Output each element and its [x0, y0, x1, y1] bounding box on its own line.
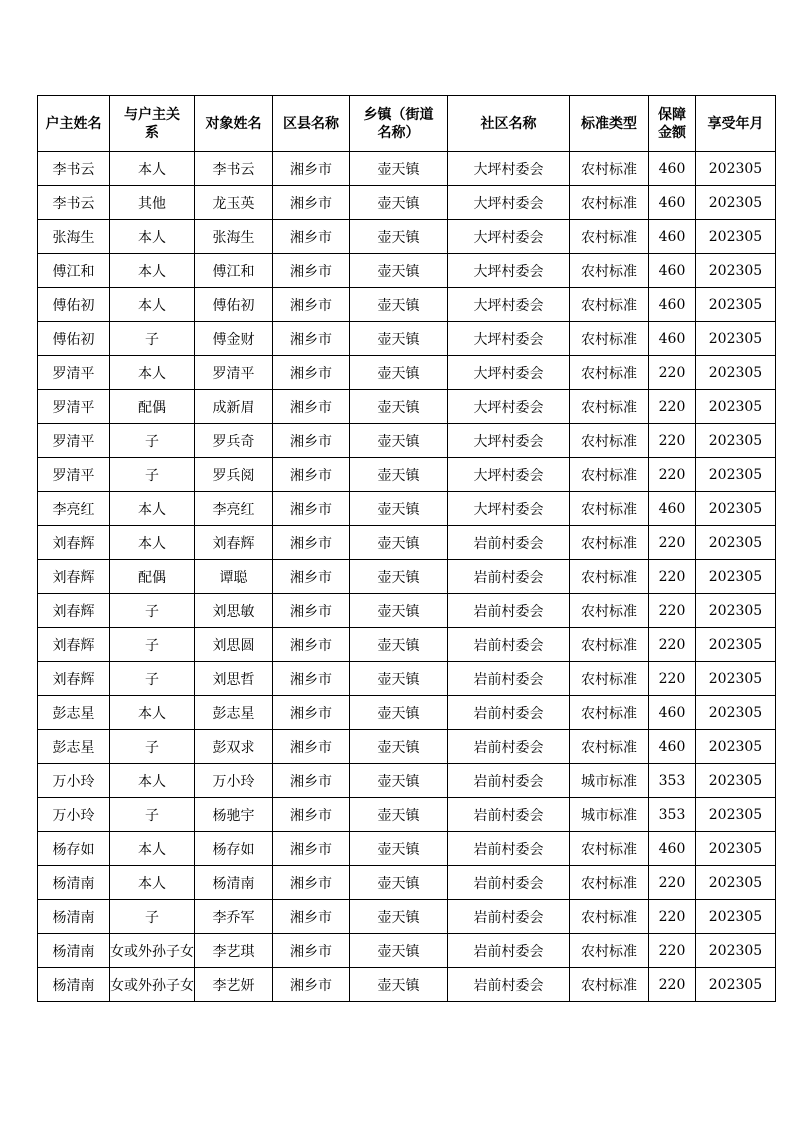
table-row	[38, 934, 776, 968]
standard-type-cell: 农村标准	[570, 492, 649, 526]
householder-name-cell: 李书云	[38, 186, 110, 220]
month-cell: 202305	[696, 866, 776, 900]
table-row	[38, 798, 776, 832]
header-community: 社区名称	[448, 96, 570, 152]
month-cell: 202305	[696, 798, 776, 832]
table-row	[38, 526, 776, 560]
table-row	[38, 288, 776, 322]
township-cell: 壶天镇	[350, 832, 448, 866]
standard-type-cell: 农村标准	[570, 526, 649, 560]
standard-type-cell: 农村标准	[570, 186, 649, 220]
standard-type-cell: 农村标准	[570, 254, 649, 288]
month-cell: 202305	[696, 458, 776, 492]
table-row	[38, 492, 776, 526]
relationship-cell: 本人	[110, 220, 195, 254]
recipient-name-cell: 罗兵奇	[195, 424, 273, 458]
standard-type-cell: 农村标准	[570, 390, 649, 424]
table-row	[38, 458, 776, 492]
table-row	[38, 594, 776, 628]
relationship-cell: 女或外孙子女	[110, 968, 195, 1002]
amount-cell: 460	[649, 220, 696, 254]
county-cell: 湘乡市	[273, 798, 350, 832]
amount-cell: 460	[649, 254, 696, 288]
amount-cell: 353	[649, 764, 696, 798]
amount-cell: 460	[649, 492, 696, 526]
amount-cell: 220	[649, 900, 696, 934]
householder-name-cell: 杨清南	[38, 866, 110, 900]
month-cell: 202305	[696, 322, 776, 356]
recipient-name-cell: 刘思敏	[195, 594, 273, 628]
county-cell: 湘乡市	[273, 526, 350, 560]
county-cell: 湘乡市	[273, 628, 350, 662]
householder-name-cell: 刘春辉	[38, 560, 110, 594]
header-month: 享受年月	[696, 96, 776, 152]
amount-cell: 220	[649, 628, 696, 662]
township-cell: 壶天镇	[350, 390, 448, 424]
table-row	[38, 662, 776, 696]
householder-name-cell: 李书云	[38, 152, 110, 186]
standard-type-cell: 农村标准	[570, 458, 649, 492]
township-cell: 壶天镇	[350, 424, 448, 458]
table-row	[38, 220, 776, 254]
community-cell: 大坪村委会	[448, 254, 570, 288]
table-row	[38, 696, 776, 730]
township-cell: 壶天镇	[350, 968, 448, 1002]
standard-type-cell: 农村标准	[570, 356, 649, 390]
township-cell: 壶天镇	[350, 492, 448, 526]
amount-cell: 460	[649, 322, 696, 356]
standard-type-cell: 城市标准	[570, 764, 649, 798]
relationship-cell: 子	[110, 900, 195, 934]
relationship-cell: 本人	[110, 696, 195, 730]
relationship-cell: 本人	[110, 254, 195, 288]
community-cell: 岩前村委会	[448, 832, 570, 866]
table-row	[38, 152, 776, 186]
month-cell: 202305	[696, 254, 776, 288]
county-cell: 湘乡市	[273, 390, 350, 424]
county-cell: 湘乡市	[273, 560, 350, 594]
table-row	[38, 390, 776, 424]
standard-type-cell: 农村标准	[570, 968, 649, 1002]
relationship-cell: 本人	[110, 764, 195, 798]
standard-type-cell: 农村标准	[570, 730, 649, 764]
amount-cell: 353	[649, 798, 696, 832]
amount-cell: 460	[649, 152, 696, 186]
amount-cell: 460	[649, 186, 696, 220]
amount-cell: 220	[649, 662, 696, 696]
township-cell: 壶天镇	[350, 934, 448, 968]
standard-type-cell: 农村标准	[570, 220, 649, 254]
relationship-cell: 本人	[110, 356, 195, 390]
recipient-name-cell: 李艺琪	[195, 934, 273, 968]
community-cell: 大坪村委会	[448, 356, 570, 390]
township-cell: 壶天镇	[350, 696, 448, 730]
amount-cell: 220	[649, 356, 696, 390]
recipient-name-cell: 罗清平	[195, 356, 273, 390]
amount-cell: 220	[649, 866, 696, 900]
householder-name-cell: 彭志星	[38, 696, 110, 730]
county-cell: 湘乡市	[273, 186, 350, 220]
table-row	[38, 322, 776, 356]
county-cell: 湘乡市	[273, 424, 350, 458]
township-cell: 壶天镇	[350, 730, 448, 764]
month-cell: 202305	[696, 526, 776, 560]
relationship-cell: 子	[110, 424, 195, 458]
county-cell: 湘乡市	[273, 152, 350, 186]
recipient-name-cell: 成新眉	[195, 390, 273, 424]
county-cell: 湘乡市	[273, 322, 350, 356]
amount-cell: 460	[649, 696, 696, 730]
standard-type-cell: 农村标准	[570, 934, 649, 968]
community-cell: 岩前村委会	[448, 866, 570, 900]
recipient-name-cell: 刘春辉	[195, 526, 273, 560]
householder-name-cell: 彭志星	[38, 730, 110, 764]
community-cell: 大坪村委会	[448, 322, 570, 356]
recipient-name-cell: 李亮红	[195, 492, 273, 526]
community-cell: 岩前村委会	[448, 798, 570, 832]
standard-type-cell: 农村标准	[570, 322, 649, 356]
header-township: 乡镇（街道名称）	[350, 96, 448, 152]
month-cell: 202305	[696, 628, 776, 662]
standard-type-cell: 农村标准	[570, 152, 649, 186]
relationship-cell: 子	[110, 458, 195, 492]
header-relationship: 与户主关系	[110, 96, 195, 152]
township-cell: 壶天镇	[350, 662, 448, 696]
recipient-name-cell: 谭聪	[195, 560, 273, 594]
amount-cell: 220	[649, 968, 696, 1002]
standard-type-cell: 城市标准	[570, 798, 649, 832]
county-cell: 湘乡市	[273, 594, 350, 628]
amount-cell: 220	[649, 560, 696, 594]
recipient-name-cell: 张海生	[195, 220, 273, 254]
standard-type-cell: 农村标准	[570, 424, 649, 458]
householder-name-cell: 张海生	[38, 220, 110, 254]
recipient-name-cell: 杨驰宇	[195, 798, 273, 832]
relationship-cell: 其他	[110, 186, 195, 220]
table-row	[38, 832, 776, 866]
amount-cell: 220	[649, 526, 696, 560]
county-cell: 湘乡市	[273, 900, 350, 934]
amount-cell: 220	[649, 594, 696, 628]
relationship-cell: 本人	[110, 832, 195, 866]
table-row	[38, 356, 776, 390]
township-cell: 壶天镇	[350, 628, 448, 662]
amount-cell: 460	[649, 832, 696, 866]
header-standard-type: 标准类型	[570, 96, 649, 152]
table-row	[38, 424, 776, 458]
relationship-cell: 子	[110, 594, 195, 628]
amount-cell: 220	[649, 458, 696, 492]
community-cell: 岩前村委会	[448, 628, 570, 662]
standard-type-cell: 农村标准	[570, 662, 649, 696]
township-cell: 壶天镇	[350, 458, 448, 492]
recipient-name-cell: 龙玉英	[195, 186, 273, 220]
township-cell: 壶天镇	[350, 866, 448, 900]
community-cell: 大坪村委会	[448, 390, 570, 424]
community-cell: 大坪村委会	[448, 220, 570, 254]
community-cell: 大坪村委会	[448, 152, 570, 186]
recipient-name-cell: 彭双求	[195, 730, 273, 764]
householder-name-cell: 罗清平	[38, 458, 110, 492]
township-cell: 壶天镇	[350, 764, 448, 798]
recipient-name-cell: 罗兵阅	[195, 458, 273, 492]
month-cell: 202305	[696, 764, 776, 798]
standard-type-cell: 农村标准	[570, 628, 649, 662]
relationship-cell: 女或外孙子女	[110, 934, 195, 968]
householder-name-cell: 杨清南	[38, 968, 110, 1002]
township-cell: 壶天镇	[350, 900, 448, 934]
relationship-cell: 配偶	[110, 560, 195, 594]
header-county: 区县名称	[273, 96, 350, 152]
month-cell: 202305	[696, 560, 776, 594]
community-cell: 岩前村委会	[448, 696, 570, 730]
header-householder-name: 户主姓名	[38, 96, 110, 152]
county-cell: 湘乡市	[273, 934, 350, 968]
county-cell: 湘乡市	[273, 696, 350, 730]
relationship-cell: 子	[110, 662, 195, 696]
township-cell: 壶天镇	[350, 526, 448, 560]
relationship-cell: 子	[110, 628, 195, 662]
county-cell: 湘乡市	[273, 832, 350, 866]
community-cell: 岩前村委会	[448, 662, 570, 696]
standard-type-cell: 农村标准	[570, 832, 649, 866]
relationship-cell: 本人	[110, 288, 195, 322]
recipient-name-cell: 刘思圆	[195, 628, 273, 662]
assistance-table-container	[37, 95, 776, 1002]
header-amount: 保障金额	[649, 96, 696, 152]
recipient-name-cell: 杨存如	[195, 832, 273, 866]
month-cell: 202305	[696, 968, 776, 1002]
county-cell: 湘乡市	[273, 356, 350, 390]
standard-type-cell: 农村标准	[570, 560, 649, 594]
community-cell: 大坪村委会	[448, 288, 570, 322]
table-row	[38, 968, 776, 1002]
householder-name-cell: 万小玲	[38, 764, 110, 798]
community-cell: 岩前村委会	[448, 934, 570, 968]
relationship-cell: 本人	[110, 152, 195, 186]
county-cell: 湘乡市	[273, 288, 350, 322]
relationship-cell: 配偶	[110, 390, 195, 424]
community-cell: 岩前村委会	[448, 560, 570, 594]
month-cell: 202305	[696, 390, 776, 424]
assistance-table	[37, 95, 776, 1002]
householder-name-cell: 杨存如	[38, 832, 110, 866]
month-cell: 202305	[696, 186, 776, 220]
month-cell: 202305	[696, 730, 776, 764]
amount-cell: 220	[649, 934, 696, 968]
month-cell: 202305	[696, 356, 776, 390]
relationship-cell: 本人	[110, 526, 195, 560]
recipient-name-cell: 彭志星	[195, 696, 273, 730]
community-cell: 岩前村委会	[448, 526, 570, 560]
community-cell: 大坪村委会	[448, 424, 570, 458]
recipient-name-cell: 李书云	[195, 152, 273, 186]
relationship-cell: 本人	[110, 866, 195, 900]
month-cell: 202305	[696, 288, 776, 322]
householder-name-cell: 罗清平	[38, 424, 110, 458]
recipient-name-cell: 傅佑初	[195, 288, 273, 322]
township-cell: 壶天镇	[350, 288, 448, 322]
recipient-name-cell: 万小玲	[195, 764, 273, 798]
month-cell: 202305	[696, 696, 776, 730]
month-cell: 202305	[696, 220, 776, 254]
community-cell: 岩前村委会	[448, 730, 570, 764]
recipient-name-cell: 傅江和	[195, 254, 273, 288]
county-cell: 湘乡市	[273, 730, 350, 764]
county-cell: 湘乡市	[273, 866, 350, 900]
standard-type-cell: 农村标准	[570, 866, 649, 900]
table-row	[38, 560, 776, 594]
householder-name-cell: 杨清南	[38, 900, 110, 934]
amount-cell: 460	[649, 288, 696, 322]
township-cell: 壶天镇	[350, 186, 448, 220]
standard-type-cell: 农村标准	[570, 696, 649, 730]
month-cell: 202305	[696, 152, 776, 186]
householder-name-cell: 杨清南	[38, 934, 110, 968]
recipient-name-cell: 李艺妍	[195, 968, 273, 1002]
table-row	[38, 628, 776, 662]
community-cell: 岩前村委会	[448, 968, 570, 1002]
relationship-cell: 子	[110, 730, 195, 764]
householder-name-cell: 刘春辉	[38, 526, 110, 560]
county-cell: 湘乡市	[273, 220, 350, 254]
community-cell: 岩前村委会	[448, 900, 570, 934]
householder-name-cell: 刘春辉	[38, 594, 110, 628]
month-cell: 202305	[696, 662, 776, 696]
recipient-name-cell: 李乔军	[195, 900, 273, 934]
county-cell: 湘乡市	[273, 764, 350, 798]
township-cell: 壶天镇	[350, 254, 448, 288]
township-cell: 壶天镇	[350, 798, 448, 832]
householder-name-cell: 李亮红	[38, 492, 110, 526]
township-cell: 壶天镇	[350, 356, 448, 390]
month-cell: 202305	[696, 424, 776, 458]
township-cell: 壶天镇	[350, 560, 448, 594]
recipient-name-cell: 杨清南	[195, 866, 273, 900]
township-cell: 壶天镇	[350, 152, 448, 186]
community-cell: 大坪村委会	[448, 458, 570, 492]
amount-cell: 220	[649, 424, 696, 458]
recipient-name-cell: 刘思哲	[195, 662, 273, 696]
township-cell: 壶天镇	[350, 594, 448, 628]
relationship-cell: 子	[110, 798, 195, 832]
county-cell: 湘乡市	[273, 492, 350, 526]
amount-cell: 460	[649, 730, 696, 764]
month-cell: 202305	[696, 934, 776, 968]
county-cell: 湘乡市	[273, 254, 350, 288]
householder-name-cell: 罗清平	[38, 356, 110, 390]
householder-name-cell: 傅佑初	[38, 288, 110, 322]
township-cell: 壶天镇	[350, 322, 448, 356]
householder-name-cell: 刘春辉	[38, 662, 110, 696]
table-row	[38, 900, 776, 934]
month-cell: 202305	[696, 832, 776, 866]
header-row	[38, 96, 776, 152]
county-cell: 湘乡市	[273, 968, 350, 1002]
table-row	[38, 764, 776, 798]
table-body	[38, 152, 776, 1002]
header-recipient-name: 对象姓名	[195, 96, 273, 152]
county-cell: 湘乡市	[273, 662, 350, 696]
community-cell: 大坪村委会	[448, 492, 570, 526]
table-row	[38, 186, 776, 220]
recipient-name-cell: 傅金财	[195, 322, 273, 356]
community-cell: 岩前村委会	[448, 764, 570, 798]
householder-name-cell: 万小玲	[38, 798, 110, 832]
month-cell: 202305	[696, 492, 776, 526]
householder-name-cell: 傅江和	[38, 254, 110, 288]
householder-name-cell: 刘春辉	[38, 628, 110, 662]
standard-type-cell: 农村标准	[570, 594, 649, 628]
township-cell: 壶天镇	[350, 220, 448, 254]
householder-name-cell: 傅佑初	[38, 322, 110, 356]
standard-type-cell: 农村标准	[570, 288, 649, 322]
relationship-cell: 子	[110, 322, 195, 356]
amount-cell: 220	[649, 390, 696, 424]
householder-name-cell: 罗清平	[38, 390, 110, 424]
month-cell: 202305	[696, 594, 776, 628]
county-cell: 湘乡市	[273, 458, 350, 492]
table-row	[38, 866, 776, 900]
table-row	[38, 730, 776, 764]
community-cell: 大坪村委会	[448, 186, 570, 220]
month-cell: 202305	[696, 900, 776, 934]
table-row	[38, 254, 776, 288]
community-cell: 岩前村委会	[448, 594, 570, 628]
relationship-cell: 本人	[110, 492, 195, 526]
standard-type-cell: 农村标准	[570, 900, 649, 934]
